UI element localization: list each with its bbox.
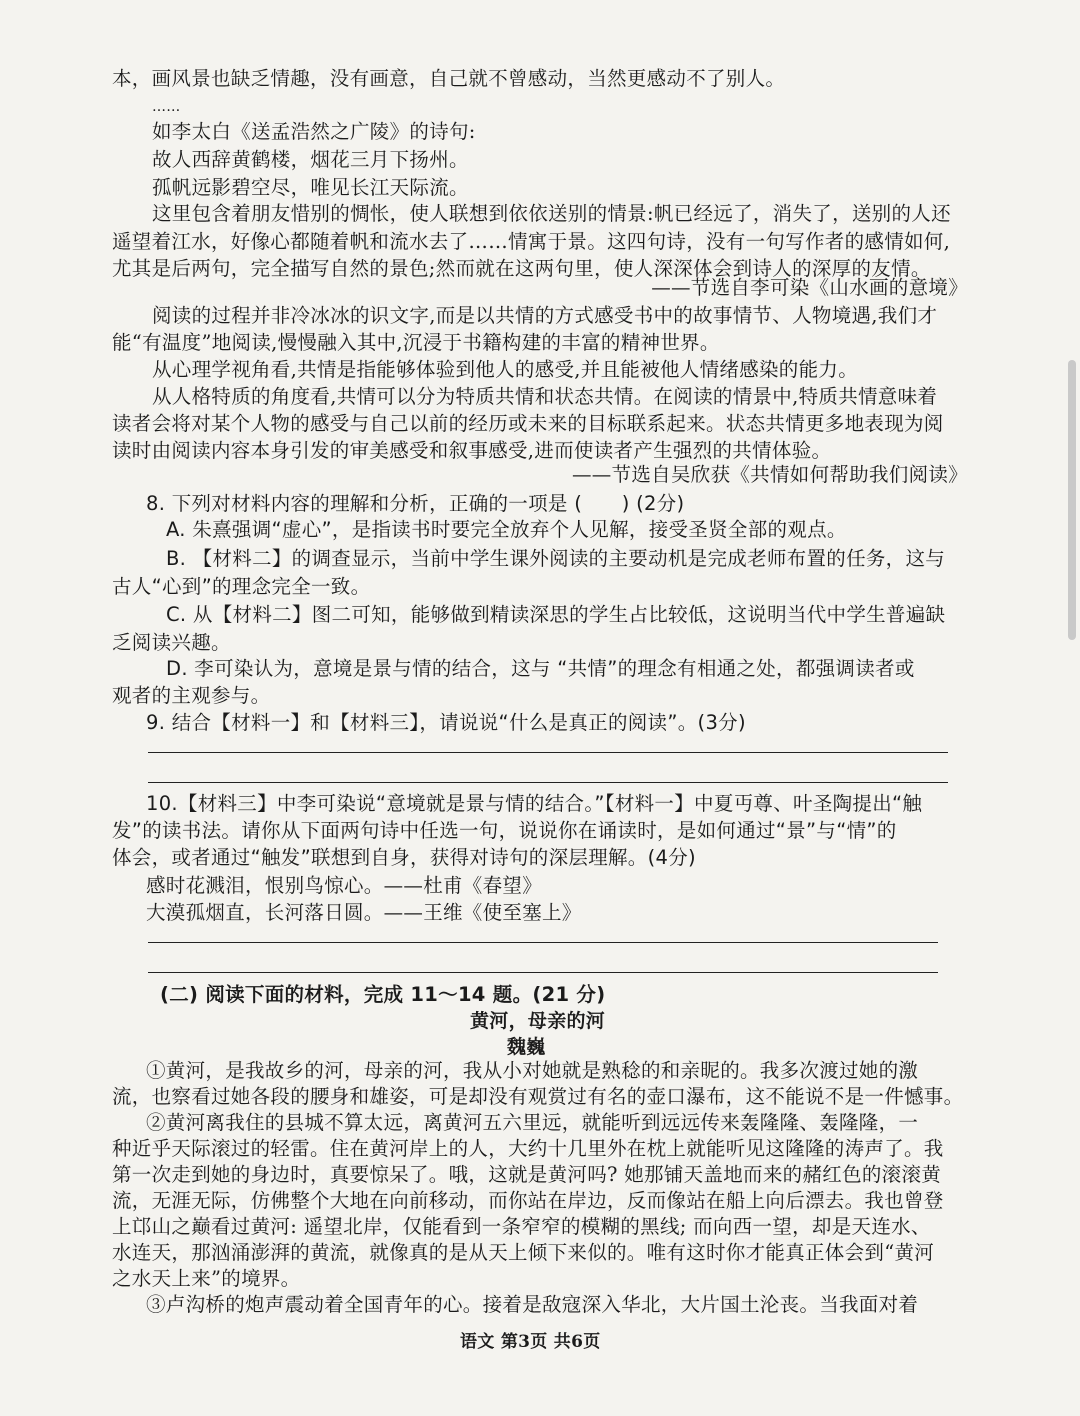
option-c: C. 从【材料二】图二可知，能够做到精读深思的学生占比较低，这说明当代中学生普遍缺 xyxy=(166,603,946,626)
option-d-cont: 观者的主观参与。 xyxy=(112,684,271,707)
option-d: D. 李可染认为，意境是景与情的结合，这与 “共情”的理念有相通之处，都强调读者或 xyxy=(166,657,915,680)
article-title: 黄河，母亲的河 xyxy=(470,1010,606,1032)
paragraph-line: 水连天，那汹涌澎湃的黄流，就像真的是从天上倾下来似的。唯有这时你才能真正体会到“黄河 xyxy=(112,1241,935,1264)
answer-line[interactable] xyxy=(148,782,948,783)
paragraph-line: 之水天上来”的境界。 xyxy=(112,1267,301,1290)
option-b: B. 【材料二】的调查显示，当前中学生课外阅读的主要动机是完成老师布置的任务，这与 xyxy=(166,547,946,570)
text-line: 读时由阅读内容本身引发的审美感受和叙事感受,进而使读者产生强烈的共情体验。 xyxy=(112,439,832,462)
text-line: 遥望着江水，好像心都随着帆和流水去了……情寓于景。这四句诗，没有一句写作者的感情如何, xyxy=(112,230,951,253)
ellipsis: …… xyxy=(152,99,181,115)
page-footer: 语文 第3页 共6页 xyxy=(460,1332,601,1352)
section-heading: (二) 阅读下面的材料，完成 11～14 题。(21 分) xyxy=(160,983,606,1006)
text-line: 本，画风景也缺乏情趣，没有画意，自己就不曾感动，当然更感动不了别人。 xyxy=(112,67,786,90)
poem-line: 大漠孤烟直，长河落日圆。——王维《使至塞上》 xyxy=(146,901,582,924)
text-line: 从人格特质的角度看,共情可以分为特质共情和状态共情。在阅读的情景中,特质共情意味着 xyxy=(152,385,938,408)
article-author: 魏巍 xyxy=(507,1036,546,1058)
question-10-line: 体会，或者通过“触发”联想到自身，获得对诗句的深层理解。(4分) xyxy=(112,846,696,869)
paragraph-line: 流，无涯无际，仿佛整个大地在向前移动，而你站在岸边，反而像站在船上向后漂去。我也曾登 xyxy=(112,1189,944,1212)
answer-line[interactable] xyxy=(148,942,938,943)
paragraph-line: ①黄河，是我故乡的河，母亲的河，我从小对她就是熟稔的和亲昵的。我多次渡过她的激 xyxy=(146,1059,919,1082)
question-10-line: 发”的读书法。请你从下面两句诗中任选一句，说说你在诵读时，是如何通过“景”与“情”的 xyxy=(112,819,897,842)
text-line: 这里包含着朋友惜别的惆怅，使人联想到依依送别的情景:帆已经远了，消失了，送别的人还 xyxy=(152,202,951,225)
question-8-stem: 8. 下列对材料内容的理解和分析，正确的一项是 ( ) (2分) xyxy=(146,492,685,515)
text-line: 如李太白《送孟浩然之广陵》的诗句: xyxy=(152,120,476,143)
poem-line: 孤帆远影碧空尽，唯见长江天际流。 xyxy=(152,176,469,199)
paragraph-line: 种近乎天际滚过的轻雷。住在黄河岸上的人，大约十几里外在枕上就能听见这隆隆的涛声了。我 xyxy=(112,1137,944,1160)
paragraph-line: 流，也察看过她各段的腰身和雄姿，可是却没有观赏过有名的壶口瀑布，这不能说不是一件憾事。 xyxy=(112,1085,964,1108)
text-line: 阅读的过程并非冷冰冰的识文字,而是以共情的方式感受书中的故事情节、人物境遇,我们才 xyxy=(152,304,938,327)
paragraph-line: 上邙山之巅看过黄河: 遥望北岸，仅能看到一条窄窄的模糊的黑线; 而向西一望，却是天连水、 xyxy=(112,1215,931,1238)
answer-line[interactable] xyxy=(148,972,938,973)
poem-line: 感时花溅泪，恨别鸟惊心。——杜甫《春望》 xyxy=(146,874,543,897)
paragraph-line: 第一次走到她的身边时，真要惊呆了。哦，这就是黄河吗? 她那铺天盖地而来的赭红色的滚滚黄 xyxy=(112,1163,942,1186)
option-c-cont: 乏阅读兴趣。 xyxy=(112,631,231,654)
text-line: 读者会将对某个人物的感受与自己以前的经历或未来的目标联系起来。状态共情更多地表现为阅 xyxy=(112,412,944,435)
question-10-line: 10.【材料三】中李可染说“意境就是景与情的结合。”【材料一】中夏丏尊、叶圣陶提出“触 xyxy=(146,792,923,815)
text-line: 尤其是后两句，完全描写自然的景色;然而就在这两句里，使人深深体会到诗人的深厚的友情。 xyxy=(112,257,931,280)
paragraph-line: ②黄河离我住的县城不算太远，离黄河五六里远，就能听到远远传来轰隆隆、轰隆隆，一 xyxy=(146,1111,919,1134)
paragraph-line: ③卢沟桥的炮声震动着全国青年的心。接着是敌寇深入华北，大片国土沦丧。当我面对着 xyxy=(146,1293,919,1316)
poem-line: 故人西辞黄鹤楼，烟花三月下扬州。 xyxy=(152,148,469,171)
text-line: 能“有温度”地阅读,慢慢融入其中,沉浸于书籍构建的丰富的精神世界。 xyxy=(112,331,720,354)
answer-line[interactable] xyxy=(148,752,948,753)
scrollbar[interactable] xyxy=(1068,360,1076,640)
option-b-cont: 古人“心到”的理念完全一致。 xyxy=(112,575,371,598)
question-9-stem: 9. 结合【材料一】和【材料三】，请说说“什么是真正的阅读”。(3分) xyxy=(146,711,746,734)
text-line: 从心理学视角看,共情是指能够体验到他人的感受,并且能被他人情绪感染的能力。 xyxy=(152,358,858,381)
source-citation: ——节选自吴欣获《共情如何帮助我们阅读》 xyxy=(571,463,968,486)
option-a: A. 朱熹强调“虚心”，是指读书时要完全放弃个人见解，接受圣贤全部的观点。 xyxy=(166,518,847,541)
source-citation: ——节选自李可染《山水画的意境》 xyxy=(651,276,968,299)
